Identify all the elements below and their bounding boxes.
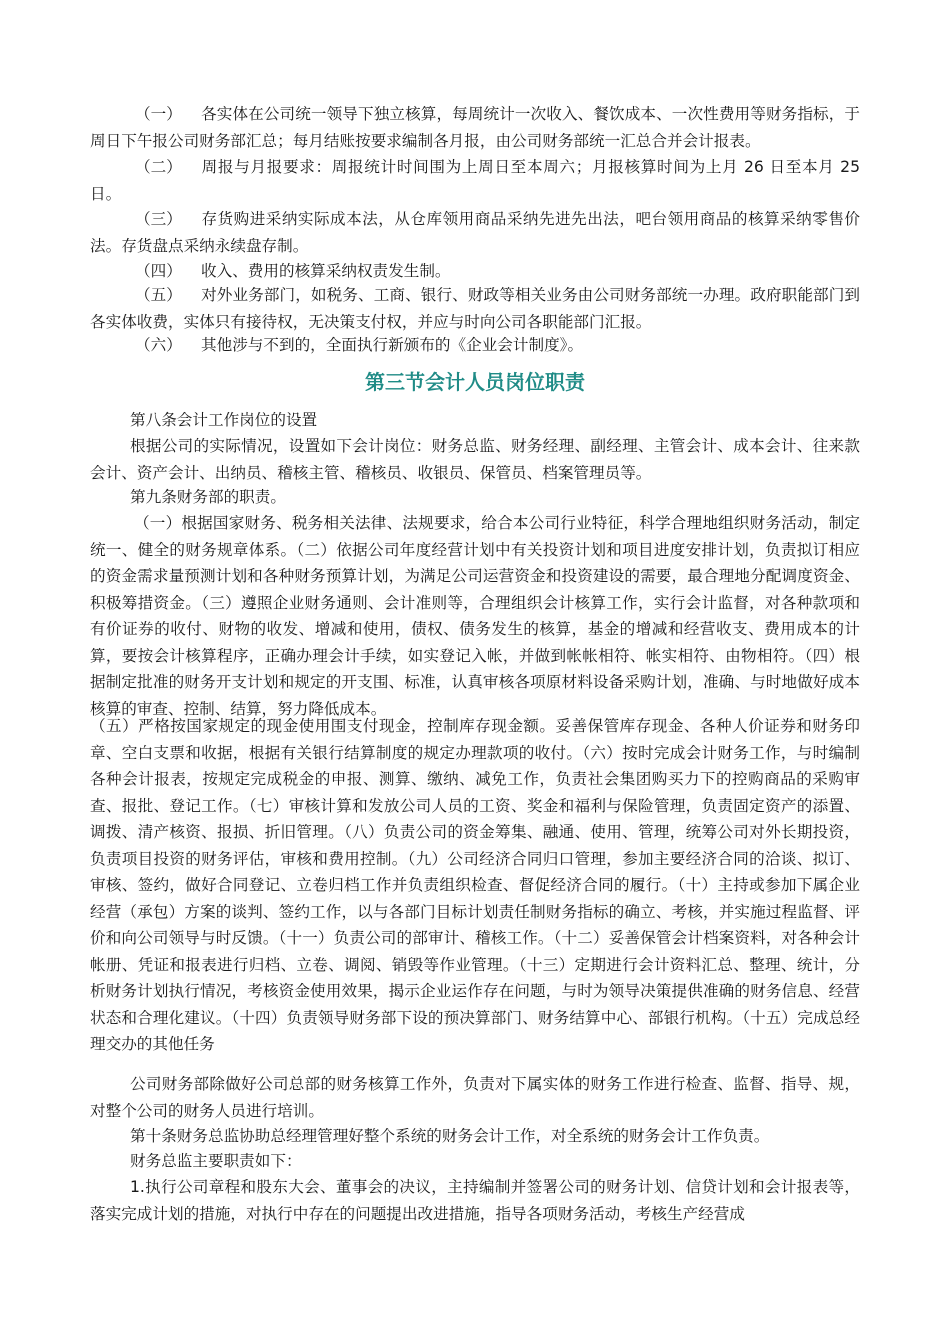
article-8-body: 根据公司的实际情况，设置如下会计岗位：财务总监、财务经理、副经理、主管会计、成本会计、往来款会计、资产会计、出纳员、稽核主管、稽核员、收银员、保管员、档案管理员等。 [90, 437, 860, 482]
article-9-title: 第九条财务部的职责。 [130, 488, 286, 506]
item-text: 各实体在公司统一领导下独立核算，每周统计一次收入、餐饮成本、一次性费用等财务指标，于周日下午报公司财务部汇总；每月结账按要求编制各月报，由公司财务部统一汇总合并会计报表。 [90, 105, 860, 150]
article-9-duties-b: （五）严格按国家规定的现金使用围支付现金，控制库存现金额。妥善保管库存现金、各种人价证券和财务印章、空白支票和收据，根据有关银行结算制度的规定办理款项的收付。（六）按时完成会计财务工作，与时编制各种会计报表，按规定完成税金的申报、测算、缴纳、减免工作，负责社会集团购买力下的控购商品的采购审查、报批、登记工作。（七）审核计算和发放公司人员的工资、奖金和福利与保险管理，负责固定资产的添置、调拨、清产核资、报损、折旧管理。（八）负责公司的资金筹集、融通、使用、管理，统筹公司对外长期投资，负责项目投资的财务评估，审核和费用控制。（九）公司经济合同归口管理，参加主要经济合同的洽谈、拟订、审核、签约，做好合同登记、立卷归档工作并负责组织检查、督促经济合同的履行。（十）主持或参加下属企业经营（承包）方案的谈判、签约工作，以与各部门目标计划责任制财务指标的确立、考核，并实施过程监督、评价和向公司领导与时反馈。（十一）负责公司的部审计、稽核工作。（十二）妥善保管会计档案资料，对各种会计帐册、凭证和报表进行归档、立卷、调阅、销毁等作业管理。（十三）定期进行会计资料汇总、整理、统计，分析财务计划执行情况，考核资金使用效果，揭示企业运作存在问题，与时为领导决策提供准确的财务信息、经营状态和合理化建议。（十四）负责领导财务部下设的预决算部门、财务结算中心、部银行机构。（十五）完成总经理交办的其他任务 [90, 717, 860, 1053]
item-label: （二） [135, 158, 182, 176]
section-item-1 [90, 101, 860, 154]
item-label: （三） [135, 210, 182, 228]
section-title: 第三节会计人员岗位职责 [365, 370, 585, 394]
item-text: 收入、费用的核算采纳权责发生制。 [201, 262, 451, 280]
article-8-title: 第八条会计工作岗位的设置 [130, 411, 318, 429]
item-label: （六） [135, 336, 182, 354]
item-label: （一） [135, 105, 182, 123]
section-item-2 [90, 154, 860, 207]
item-label: （五） [135, 286, 182, 304]
article-10-item-1: 1.执行公司章程和股东大会、董事会的决议，主持编制并签署公司的财务计划、信贷计划和会计报表等，落实完成计划的措施，对执行中存在的问题提出改进措施，指导各项财务活动，考核生产经营成 [90, 1178, 860, 1223]
article-10-title: 第十条财务总监协助总经理管理好整个系统的财务会计工作，对全系统的财务会计工作负责。 [130, 1127, 770, 1145]
section-item-4 [90, 258, 860, 285]
article-9-duties-a: （一）根据国家财务、税务相关法律、法规要求，给合本公司行业特征，科学合理地组织财务活动，制定统一、健全的财务规章体系。（二）依据公司年度经营计划中有关投资计划和项目进度安排计划，负责拟订相应的资金需求量预测计划和各种财务预算计划，为满足公司运营资金和投资建设的需要，最合理地分配调度资金、积极筹措资金。（三）遵照企业财务通则、会计准则等，合理组织会计核算工作，实行会计监督，对各种款项和有价证券的收付、财物的收发、增减和使用，债权、债务发生的核算，基金的增减和经营收支、费用成本的计算，要按会计核算程序，正确办理会计手续，如实登记入帐，并做到帐帐相符、帐实相符、由物相符。（四）根据制定批准的财务开支计划和规定的开支围、标准，认真审核各项原材料设备采购计划，准确、与时地做好成本核算的审查、控制、结算，努力降低成本。 [90, 514, 860, 718]
item-text: 其他涉与不到的，全面执行新颁布的《企业会计制度》。 [201, 336, 584, 354]
item-text: 周报与月报要求：周报统计时间围为上周日至本周六；月报核算时间为上月 26 日至本月 25 日。 [90, 158, 860, 203]
article-9-extra: 公司财务部除做好公司总部的财务核算工作外，负责对下属实体的财务工作进行检查、监督、指导、规，对整个公司的财务人员进行培训。 [90, 1075, 860, 1120]
item-label: （四） [135, 262, 182, 280]
section-item-6 [90, 332, 860, 359]
item-text: 存货购进采纳实际成本法，从仓库领用商品采纳先进先出法，吧台领用商品的核算采纳零售价法。存货盘点采纳永续盘存制。 [90, 210, 860, 255]
section-item-3 [90, 206, 860, 259]
item-text: 对外业务部门，如税务、工商、银行、财政等相关业务由公司财务部统一办理。政府职能部门到各实体收费，实体只有接待权，无决策支付权，并应与时向公司各职能部门汇报。 [90, 286, 860, 331]
article-10-intro: 财务总监主要职责如下： [130, 1152, 302, 1170]
section-item-5 [90, 282, 860, 335]
